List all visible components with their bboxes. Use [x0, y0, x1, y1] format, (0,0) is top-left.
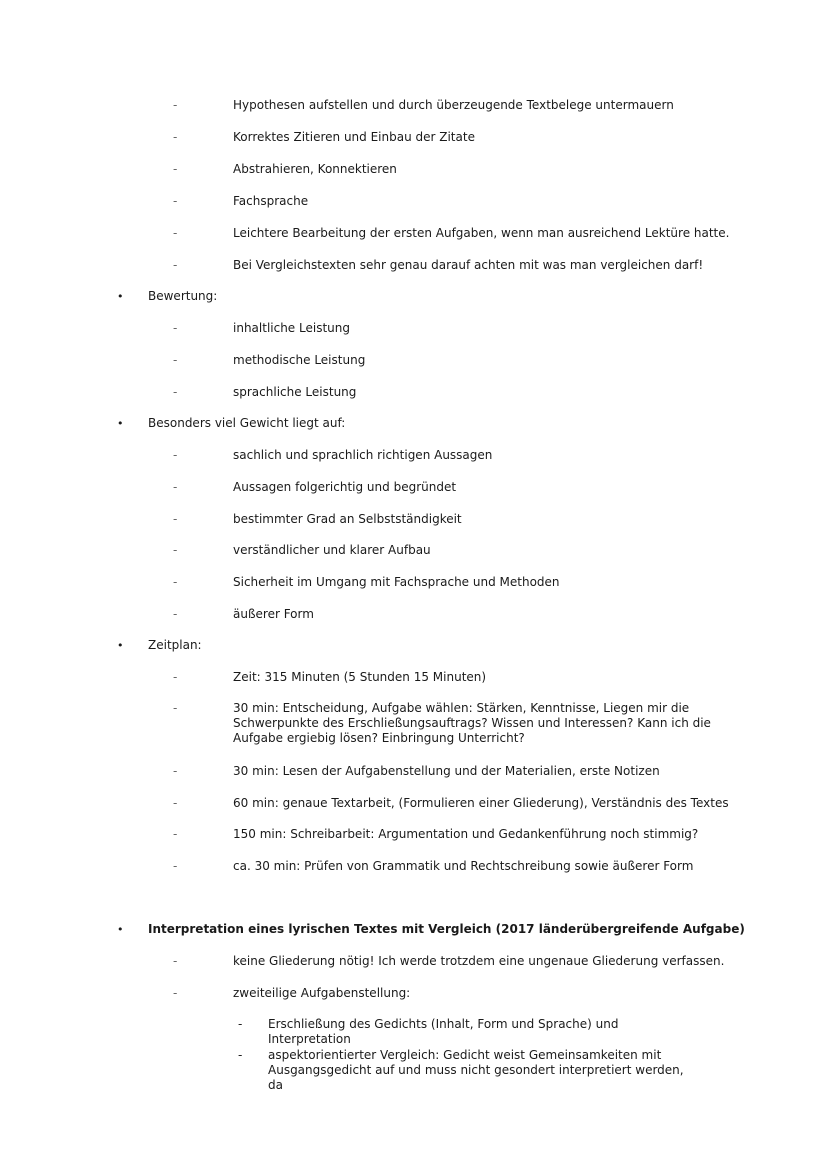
dash-marker: - — [173, 796, 178, 810]
list-item-text: 30 min: Lesen der Aufgabenstellung und der Materialien, erste Notizen — [233, 764, 660, 778]
list-item-text: keine Gliederung nötig! Ich werde trotzdem eine ungenaue Gliederung verfassen. — [233, 954, 725, 968]
list-item-text: Zeit: 315 Minuten (5 Stunden 15 Minuten) — [233, 670, 487, 684]
bullet-marker: • — [117, 290, 124, 303]
dash-marker: - — [173, 130, 178, 144]
dash-marker: - — [173, 607, 178, 621]
list-item-text: 60 min: genaue Textarbeit, (Formulieren einer Gliederung), Verständnis des Textes — [233, 796, 729, 810]
dash-marker: - — [173, 575, 178, 589]
list-item-text: Korrektes Zitieren und Einbau der Zitate — [233, 130, 475, 144]
list-item-text: Abstrahieren, Konnektieren — [233, 162, 397, 176]
dash-marker: - — [173, 385, 178, 399]
dash-marker: - — [173, 448, 178, 462]
dash-marker: - — [173, 764, 178, 778]
dash-marker: - — [173, 258, 178, 272]
list-item-text: Hypothesen aufstellen und durch überzeugende Textbelege untermauern — [233, 98, 674, 112]
list-item-text: 150 min: Schreibarbeit: Argumentation und Gedankenführung noch stimmig? — [233, 827, 699, 841]
dash-marker: - — [173, 986, 178, 1000]
list-item-text: 30 min: Entscheidung, Aufgabe wählen: Stärken, Kenntnisse, Liegen mir die Schwerpunkte des Erschließungsauftrags? Wissen und Interessen? Kann ich die Aufgabe ergiebig lösen? Einbringung Unterricht? — [233, 701, 711, 745]
bullet-marker: • — [117, 923, 124, 936]
dash-marker: - — [173, 353, 178, 367]
list-item-text: sprachliche Leistung — [233, 385, 357, 399]
sub-list-item-text: aspektorientierter Vergleich: Gedicht weist Gemeinsamkeiten mit Ausgangsgedicht auf und muss nicht gesondert interpretiert werden, da — [268, 1048, 684, 1092]
list-item-text: äußerer Form — [233, 607, 314, 621]
dash-marker: - — [173, 226, 178, 240]
list-item-text: Aussagen folgerichtig und begründet — [233, 480, 457, 494]
list-item-text: Leichtere Bearbeitung der ersten Aufgaben, wenn man ausreichend Lektüre hatte. — [233, 226, 730, 240]
bullet-marker: • — [117, 417, 124, 430]
heading-gewicht: Besonders viel Gewicht liegt auf: — [148, 416, 346, 430]
dash-marker: - — [173, 670, 178, 684]
dash-marker: - — [238, 1017, 243, 1031]
list-item-text: Bei Vergleichstexten sehr genau darauf achten mit was man vergleichen darf! — [233, 258, 704, 272]
dash-marker: - — [173, 98, 178, 112]
list-item-text: verständlicher und klarer Aufbau — [233, 543, 431, 557]
heading-zeitplan: Zeitplan: — [148, 638, 202, 652]
dash-marker: - — [173, 543, 178, 557]
dash-marker: - — [173, 321, 178, 335]
bullet-marker: • — [117, 639, 124, 652]
dash-marker: - — [173, 954, 178, 968]
list-item-text: Sicherheit im Umgang mit Fachsprache und Methoden — [233, 575, 560, 589]
dash-marker: - — [238, 1048, 243, 1062]
heading-interpretation: Interpretation eines lyrischen Textes mit Vergleich (2017 länderübergreifende Aufgabe) — [148, 922, 745, 936]
list-item-text: zweiteilige Aufgabenstellung: — [233, 986, 411, 1000]
dash-marker: - — [173, 701, 178, 715]
heading-bewertung: Bewertung: — [148, 289, 218, 303]
dash-marker: - — [173, 859, 178, 873]
list-item-text: ca. 30 min: Prüfen von Grammatik und Rechtschreibung sowie äußerer Form — [233, 859, 694, 873]
list-item-text: Fachsprache — [233, 194, 309, 208]
list-item-text: bestimmter Grad an Selbstständigkeit — [233, 512, 462, 526]
dash-marker: - — [173, 194, 178, 208]
dash-marker: - — [173, 512, 178, 526]
sub-list-item-text: Erschließung des Gedichts (Inhalt, Form und Sprache) und Interpretation — [268, 1017, 619, 1046]
dash-marker: - — [173, 162, 178, 176]
dash-marker: - — [173, 827, 178, 841]
dash-marker: - — [173, 480, 178, 494]
list-item-text: inhaltliche Leistung — [233, 321, 350, 335]
list-item-text: sachlich und sprachlich richtigen Aussagen — [233, 448, 493, 462]
list-item-text: methodische Leistung — [233, 353, 366, 367]
